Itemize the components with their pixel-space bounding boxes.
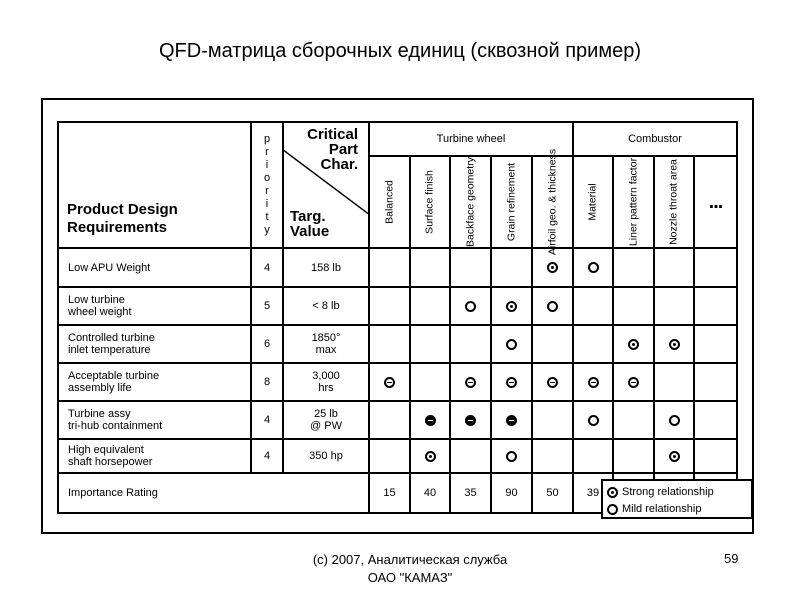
column-label: Grain refinement [505,162,517,242]
requirement-line-1: Low turbine [68,294,125,306]
relationship-cell [450,439,491,473]
target-value-line-1: 158 lb [311,261,341,274]
target-value-cell [283,287,369,325]
footer-copyright [280,551,540,587]
relationship-cell [532,439,573,473]
mild-relationship-icon [465,301,476,312]
weak-relationship-icon [588,377,599,388]
target-value-cell [283,363,369,401]
requirement-line-1: Low APU Weight [68,261,151,274]
relationship-cell [532,401,573,439]
requirement-line-2: assembly life [68,382,132,394]
mild-relationship-icon [506,339,517,350]
footer-line-2: ОАО "КАМАЗ" [367,570,453,585]
priority-value: 4 [251,401,283,439]
relationship-cell [491,363,532,401]
group-combustor: Combustor [573,122,737,156]
filled-relationship-icon [506,415,517,426]
requirement-line-2: tri-hub containment [68,420,163,432]
slide-title: QFD-матрица сборочных единиц (сквозной пример) [159,40,641,62]
relationship-cell-empty [694,363,737,401]
relationship-cell [369,401,410,439]
legend [601,479,753,519]
mild-relationship-icon [588,415,599,426]
strong-relationship-icon [628,339,639,350]
relationship-cell [573,248,613,287]
more-indicator: ... [708,190,723,213]
requirement-cell [58,325,251,363]
importance-value: 50 [532,473,573,513]
column-label: Liner pattern factor [627,157,639,247]
priority-value: 4 [251,248,283,287]
legend-strong-label: Strong relationship [622,486,714,498]
relationship-cell [491,325,532,363]
requirement-line-1: Acceptable turbine [68,370,160,382]
priority-value: 5 [251,287,283,325]
mild-relationship-icon [506,451,517,462]
qfd-matrix [57,121,738,514]
target-value-line-1: < 8 lb [312,300,340,312]
requirement-line-1: Turbine assy [68,408,131,420]
requirements-header [58,122,251,248]
importance-value: 90 [491,473,532,513]
importance-value: 15 [369,473,410,513]
importance-value: 39 [573,473,613,513]
relationship-cell [654,363,694,401]
legend-strong [607,484,751,501]
relationship-cell [491,401,532,439]
relationship-cell [491,287,532,325]
relationship-cell [654,439,694,473]
strong-relationship-icon [669,339,680,350]
weak-relationship-icon [506,377,517,388]
filled-relationship-icon [465,415,476,426]
relationship-cell [491,248,532,287]
column-label: Surface finish [423,170,436,234]
column-header [532,148,573,256]
requirement-row [58,325,737,363]
relationship-cell [573,439,613,473]
mild-relationship-icon [607,504,618,515]
relationship-cell [450,248,491,287]
relationship-cell [450,363,491,401]
relationship-cell [369,439,410,473]
mild-relationship-icon [588,262,599,273]
target-value-line-2: max [315,344,337,356]
legend-mild-label: Mild relationship [622,503,702,515]
importance-value: 40 [410,473,450,513]
relationship-cell-empty [694,325,737,363]
target-value-line-1: 350 hp [309,450,343,462]
target-value-line-2: @ PW [310,420,342,432]
relationship-cell-empty [694,248,737,287]
requirement-line-2: wheel weight [68,306,132,318]
relationship-cell [613,287,654,325]
target-value-cell [283,325,369,363]
relationship-cell [410,439,450,473]
target-value-line-1: 1850° [311,332,341,344]
critical-label-3: Char. [320,156,358,173]
requirement-cell [58,287,251,325]
requirement-row [58,363,737,401]
column-label: Material [586,183,599,221]
relationship-cell [410,248,450,287]
relationship-cell [369,248,410,287]
requirement-row [58,287,737,325]
column-header [573,156,613,248]
relationship-cell [573,363,613,401]
critical-target-header [283,122,369,248]
column-header [410,156,450,248]
relationship-cell [613,363,654,401]
filled-relationship-icon [425,415,436,426]
requirement-line-2: inlet temperature [68,344,151,356]
column-header [654,156,694,248]
requirement-cell [58,439,251,473]
target-label-1: Targ. [290,208,326,225]
requirements-label-2: Requirements [67,219,168,236]
requirement-line-2: shaft horsepower [68,456,153,468]
relationship-cell [532,325,573,363]
relationship-cell-empty [694,401,737,439]
critical-label-1: Critical [307,126,358,143]
column-header [369,156,410,248]
relationship-cell [613,401,654,439]
relationship-cell [613,439,654,473]
legend-mild [607,501,751,518]
footer-line-1: (с) 2007, Аналитическая служба [312,552,508,567]
importance-value: 35 [450,473,491,513]
column-header [491,156,532,248]
relationship-cell [450,287,491,325]
requirement-line-1: High equivalent [68,444,144,456]
relationship-cell [573,325,613,363]
requirement-cell [58,401,251,439]
column-header [450,156,491,248]
strong-relationship-icon [607,487,618,498]
requirement-row [58,401,737,439]
relationship-cell [654,325,694,363]
priority-value: 8 [251,363,283,401]
relationship-cell [654,401,694,439]
relationship-cell [573,287,613,325]
requirements-label-1: Product Design [67,201,178,218]
requirement-cell [58,363,251,401]
column-label: Balanced [383,180,395,224]
target-label-2: Value [290,223,330,240]
target-value-cell [283,248,369,287]
relationship-cell [450,325,491,363]
target-value-cell [283,401,369,439]
relationship-cell [613,325,654,363]
relationship-cell [410,401,450,439]
critical-label-2: Part [328,141,358,158]
column-label: Nozzle throat area [667,159,680,245]
group-turbine-wheel: Turbine wheel [369,122,573,156]
relationship-cell [369,287,410,325]
weak-relationship-icon [547,377,558,388]
weak-relationship-icon [384,377,395,388]
mild-relationship-icon [547,301,558,312]
relationship-cell [369,363,410,401]
requirement-row [58,439,737,473]
relationship-cell [573,401,613,439]
relationship-cell [410,363,450,401]
strong-relationship-icon [669,451,680,462]
relationship-cell [491,439,532,473]
mild-relationship-icon [669,415,680,426]
relationship-cell [450,401,491,439]
strong-relationship-icon [425,451,436,462]
priority-value: 6 [251,325,283,363]
strong-relationship-icon [547,262,558,273]
column-header [613,156,654,248]
target-value-line-1: 3,000 [312,370,340,382]
target-value-line-1: 25 lb [314,408,338,420]
page-number: 59 [724,551,739,566]
requirement-cell [58,248,251,287]
relationship-cell [654,287,694,325]
requirement-line-1: Controlled turbine [68,332,155,344]
column-label: Airfoil geo. & thickness [546,148,558,256]
relationship-cell [369,325,410,363]
relationship-cell-empty [694,287,737,325]
importance-label: Importance Rating [58,473,369,513]
relationship-cell [654,248,694,287]
target-value-cell [283,439,369,473]
relationship-cell [410,325,450,363]
priority-value: 4 [251,439,283,473]
requirement-row [58,248,737,287]
relationship-cell-empty [694,439,737,473]
weak-relationship-icon [465,377,476,388]
more-columns [694,156,737,248]
target-value-line-2: hrs [318,382,334,394]
priority-label: p r i o r i t y [263,133,271,236]
relationship-cell [532,363,573,401]
strong-relationship-icon [506,301,517,312]
relationship-cell [532,287,573,325]
priority-header [251,122,283,248]
column-label: Backface geometry [464,157,476,247]
relationship-cell [613,248,654,287]
relationship-cell [410,287,450,325]
weak-relationship-icon [628,377,639,388]
